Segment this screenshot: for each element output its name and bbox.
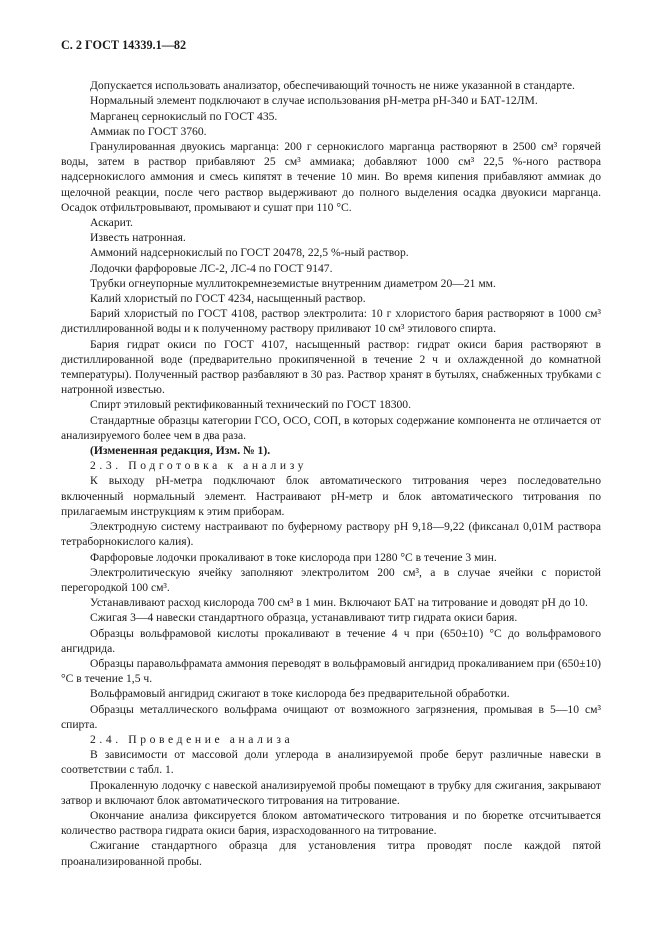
page-header: С. 2 ГОСТ 14339.1—82: [61, 38, 187, 52]
paragraph: Гранулированная двуокись марганца: 200 г сернокислого марганца растворяют в 2500 см³ горячей воды, затем в раствор прибавляют 25 см³ аммиака; добавляют 1000 см³ 22,5 %-ного раствора надсернокислого аммония и смесь кипятят в течение 10 мин. Во время кипения прибавляют аммиак до щелочной реакции, после чего раствор выдерживают до полного выделения осадка двуокиси марганца. Осадок отфильтровывают, промывают и сушат при 110 °С.: [61, 140, 601, 214]
paragraph: Марганец сернокислый по ГОСТ 435.: [90, 109, 278, 123]
paragraph: Образцы паравольфрамата аммония переводят в вольфрамовый ангидрид прокаливанием при (650±10) °С в течение 1,5 ч.: [61, 656, 601, 686]
paragraph: К выходу pH-метра подключают блок автоматического титрования через последовательно включенный нормальный элемент. Настраивают pH-метр и блок автоматического титрования по прилагаемым инструкциям к этим приборам.: [61, 474, 601, 518]
paragraph: Допускается использовать анализатор, обеспечивающий точность не ниже указанной в стандарте.: [90, 79, 575, 93]
paragraph: Сжигание стандартного образца для установления титра проводят после каждой пятой проанализированной пробы.: [61, 839, 601, 868]
paragraph: Образцы металлического вольфрама очищают от возможного загрязнения, промывая в 5—10 см³ спирта.: [61, 702, 601, 731]
paragraph: Прокаленную лодочку с навеской анализируемой пробы помещают в трубку для сжигания, закрывают затвор и включают блок автоматического титрования на титрование.: [61, 778, 601, 807]
paragraph: Образцы вольфрамовой кислоты прокаливают в течение 4 ч при (650±10) °С до вольфрамового ангидрида.: [61, 626, 601, 655]
paragraph: Электродную систему настраивают по буферному раствору pH 9,18—9,22 (фиксанал 0,01М раствора тетраборнокислого калия).: [61, 520, 601, 549]
paragraph: Сжигая 3—4 навески стандартного образца, устанавливают титр гидрата окиси бария.: [90, 611, 518, 625]
amendment-note: (Измененная редакция, Изм. № 1).: [90, 444, 271, 458]
paragraph: Лодочки фарфоровые ЛС-2, ЛС-4 по ГОСТ 9147.: [90, 261, 333, 275]
section-heading-analysis: 2.4. Проведение анализа: [90, 732, 294, 746]
paragraph: Электролитическую ячейку заполняют электролитом 200 см³, а в случае ячейки с пористой перегородкой 100 см³.: [61, 565, 601, 594]
paragraph: Бария гидрат окиси по ГОСТ 4107, насыщенный раствор: гидрат окиси бария растворяют в дистиллированной воде (предварительно прокипяченной в течение 2 ч и охлажденной до комнатной температуры). Полученный раствор разбавляют в 30 раз. Раствор хранят в бутылях, снабженных трубками с натронной известью.: [61, 337, 601, 397]
paragraph: Известь натронная.: [90, 231, 186, 245]
paragraph: В зависимости от массовой доли углерода в анализируемой пробе берут различные навески в соответствии с табл. 1.: [61, 748, 601, 777]
paragraph: Устанавливают расход кислорода 700 см³ в 1 мин. Включают БАТ на титрование и доводят pH до 10.: [90, 596, 588, 610]
paragraph: Аммиак по ГОСТ 3760.: [90, 124, 207, 138]
paragraph: Спирт этиловый ректификованный технический по ГОСТ 18300.: [90, 398, 412, 412]
paragraph: Калий хлористый по ГОСТ 4234, насыщенный раствор.: [90, 292, 366, 306]
section-heading-preparation: 2.3. Подготовка к анализу: [90, 459, 308, 473]
paragraph: Барий хлористый по ГОСТ 4108, раствор электролита: 10 г хлористого бария растворяют в 1000 см³ дистиллированной воды и к полученному раствору приливают 10 см³ этилового спирта.: [61, 307, 601, 336]
paragraph: Окончание анализа фиксируется блоком автоматического титрования и по бюретке отсчитывается количество раствора гидрата окиси бария, израсходованного на титрование.: [61, 808, 601, 838]
paragraph: Аскарит.: [90, 216, 133, 230]
paragraph: Нормальный элемент подключают в случае использования pH-метра pH-340 и БАТ-12ЛМ.: [90, 94, 538, 108]
document-body: [61, 78, 601, 869]
paragraph: Аммоний надсернокислый по ГОСТ 20478, 22,5 %-ный раствор.: [90, 246, 409, 260]
paragraph: Стандартные образцы категории ГСО, ОСО, СОП, в которых содержание компонента не отличается от анализируемого более чем в два раза.: [61, 413, 601, 442]
paragraph: Фарфоровые лодочки прокаливают в токе кислорода при 1280 °С в течение 3 мин.: [90, 550, 497, 564]
paragraph: Вольфрамовый ангидрид сжигают в токе кислорода без предварительной обработки.: [90, 687, 510, 701]
paragraph: Трубки огнеупорные муллитокремнеземистые внутренним диаметром 20—21 мм.: [90, 276, 496, 290]
